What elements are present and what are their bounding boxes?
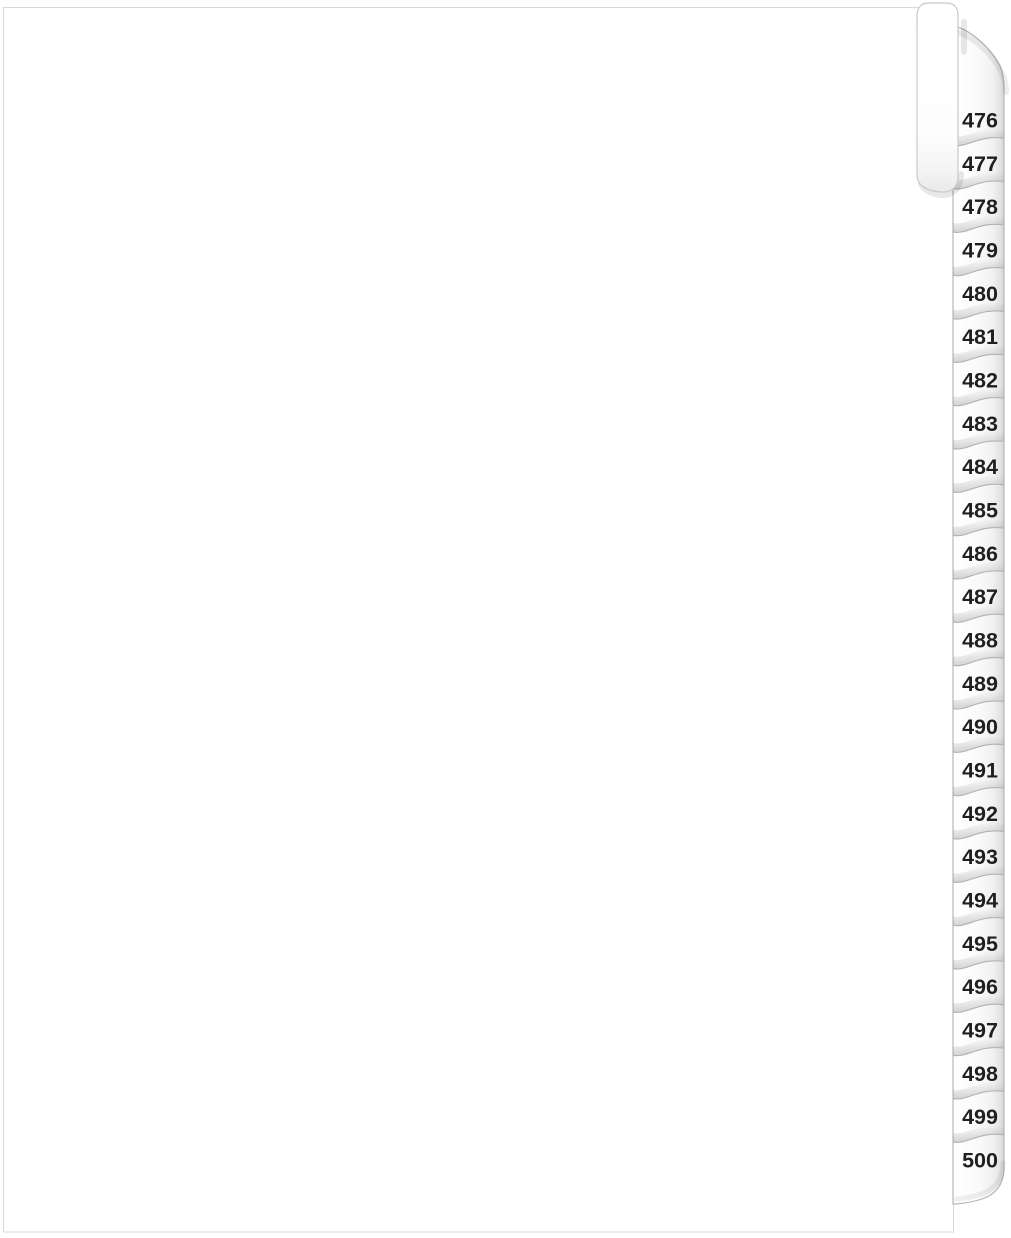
tab-label: 483	[962, 411, 998, 436]
tab-label: 492	[962, 801, 998, 826]
tab-label: 497	[962, 1018, 998, 1043]
tab-label: 488	[962, 628, 998, 653]
tab-bank	[953, 26, 1006, 1204]
tab-label: 482	[962, 368, 998, 393]
tab-label: 493	[962, 845, 998, 870]
tab-label: 487	[962, 585, 998, 610]
tab-label: 496	[962, 975, 998, 1000]
tab-label: 490	[962, 715, 998, 740]
tab-label: 489	[962, 671, 998, 696]
tab-label: 486	[962, 541, 998, 566]
tab-label: 498	[962, 1061, 998, 1086]
tab-label: 479	[962, 238, 998, 263]
tab-label: 485	[962, 498, 998, 523]
tab-label: 495	[962, 931, 998, 956]
tab-label: 480	[962, 281, 998, 306]
tab-label: 499	[962, 1105, 998, 1130]
tab-label: 494	[962, 888, 998, 913]
tab-label: 477	[962, 151, 998, 176]
divider-sheet	[4, 8, 954, 1233]
tab-label: 481	[962, 325, 998, 350]
tab-label: 500	[962, 1148, 998, 1173]
tab-label: 478	[962, 195, 998, 220]
blank-top-tab	[917, 3, 958, 192]
tab-label: 476	[962, 108, 998, 133]
tab-label: 491	[962, 758, 998, 783]
tab-label: 484	[962, 455, 998, 480]
